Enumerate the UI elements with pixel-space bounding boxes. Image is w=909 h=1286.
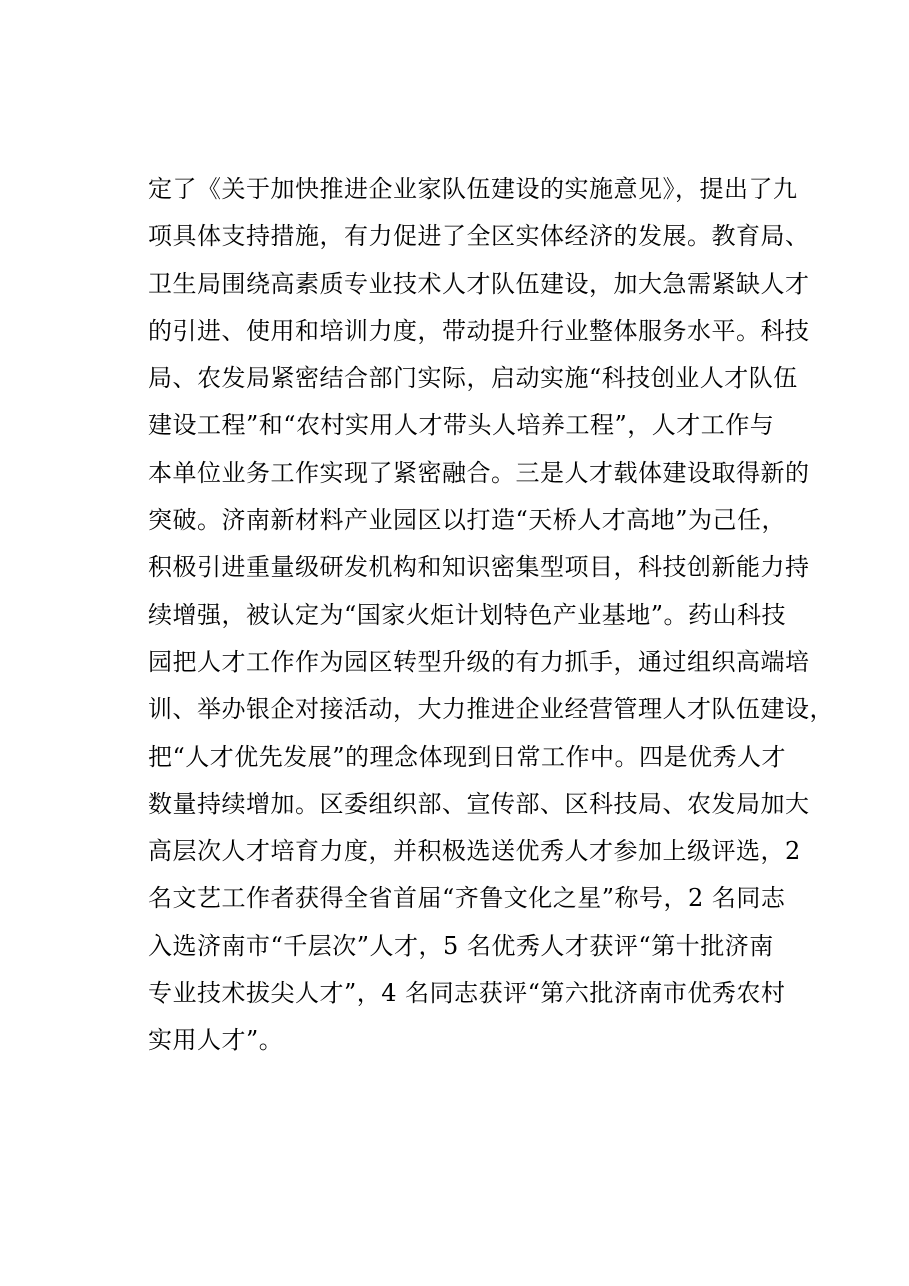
text-line: 名文艺工作者获得全省首届“齐鲁文化之星”称号，2 名同志: [148, 884, 786, 913]
text-line: 突破。济南新材料产业园区以打造“天桥人才高地”为己任，: [148, 506, 787, 535]
text-line: 积极引进重量级研发机构和知识密集型项目，科技创新能力持: [148, 553, 810, 582]
text-line: 续增强，被认定为“国家火炬计划特色产业基地”。药山科技: [148, 600, 787, 629]
document-body-text: [148, 166, 834, 1065]
text-line: 建设工程”和“农村实用人才带头人培养工程”，人才工作与: [148, 411, 775, 440]
text-line: 本单位业务工作实现了紧密融合。三是人才载体建设取得新的: [148, 458, 810, 487]
text-line: 数量持续增加。区委组织部、宣传部、区科技局、农发局加大: [148, 789, 810, 818]
text-line: 实用人才”。: [148, 1026, 284, 1055]
text-line: 局、农发局紧密结合部门实际，启动实施“科技创业人才队伍: [148, 364, 798, 393]
text-line: 把“人才优先发展”的理念体现到日常工作中。四是优秀人才: [148, 742, 787, 771]
text-line: 定了《关于加快推进企业家队伍建设的实施意见》，提出了九: [148, 175, 798, 203]
text-line: 的引进、使用和培训力度，带动提升行业整体服务水平。科技: [148, 316, 810, 345]
text-line: 训、举办银企对接活动，大力推进企业经营管理人才队伍建设，: [148, 695, 834, 724]
text-line: 专业技术拔尖人才”，4 名同志获评“第六批济南市优秀农村: [148, 979, 786, 1008]
text-line: 园把人才工作作为园区转型升级的有力抓手，通过组织高端培: [148, 647, 810, 676]
text-line: 高层次人才培育力度，并积极选送优秀人才参加上级评选，2: [148, 837, 801, 866]
text-line: 入选济南市“千层次”人才，5 名优秀人才获评“第十批济南: [148, 931, 774, 960]
text-line: 卫生局围绕高素质专业技术人才队伍建设，加大急需紧缺人才: [148, 269, 810, 298]
text-line: 项具体支持措施，有力促进了全区实体经济的发展。教育局、: [148, 222, 810, 251]
